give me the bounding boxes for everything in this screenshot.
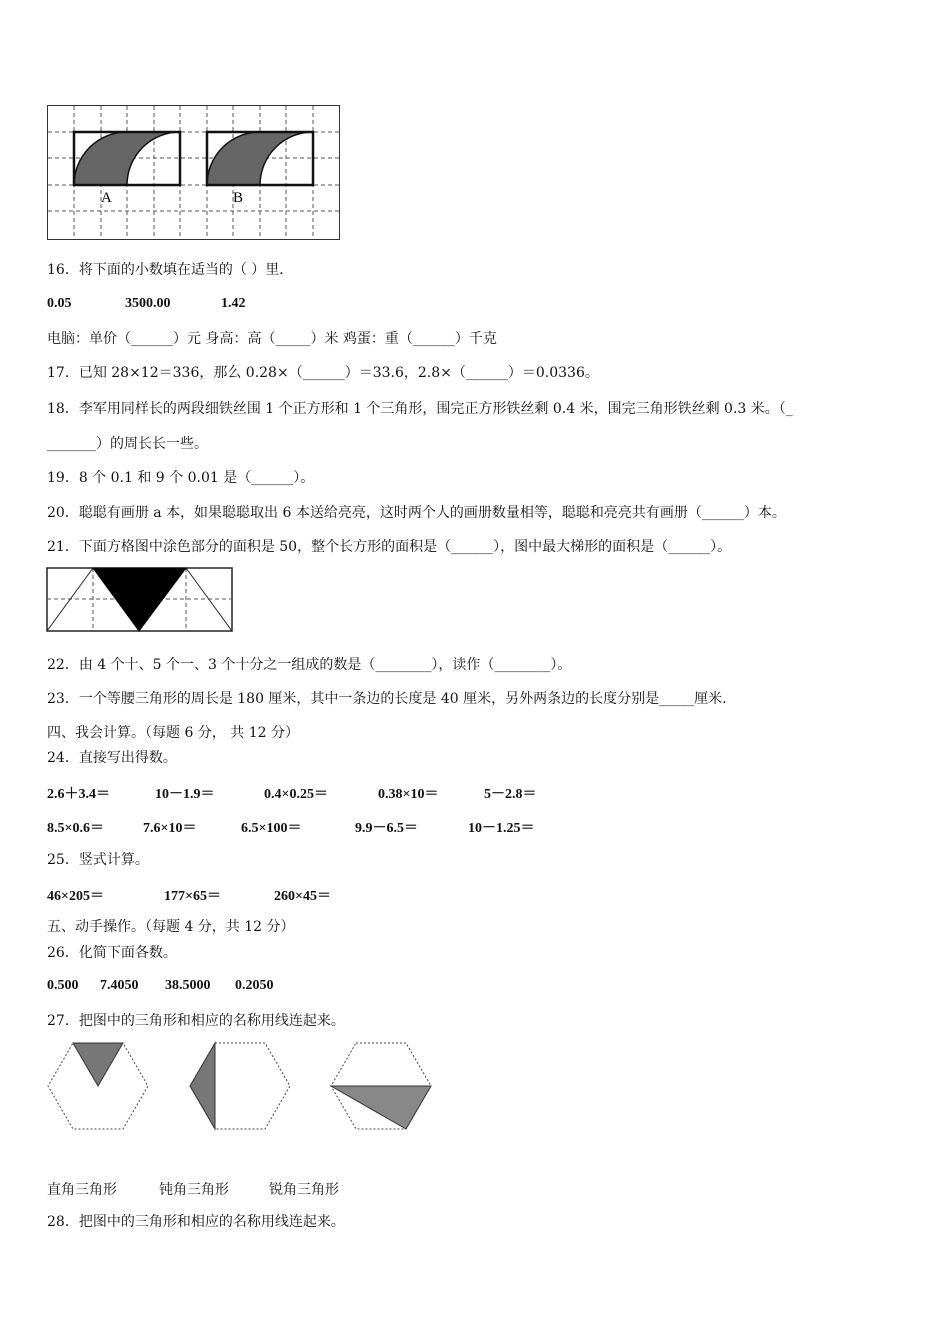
q21-text: 21．下面方格图中涂色部分的面积是 50，整个长方形的面积是（______），图中最大梯形的面积是（______）。 xyxy=(47,539,732,555)
q26-number: 0.2050 xyxy=(235,978,274,993)
q23-text: 23．一个等腰三角形的周长是 180 厘米，其中一条边的长度是 40 厘米，另外两条边的长度分别是_____厘米. xyxy=(47,691,727,707)
q27-hexagon-3 xyxy=(330,1041,434,1131)
q25-row xyxy=(47,885,331,905)
q24-item: 10－1.25＝ xyxy=(468,821,535,836)
section5-heading: 五、动手操作。（每题 4 分，共 12 分） xyxy=(47,919,295,935)
q25-item: 177×65＝ xyxy=(164,889,221,904)
q27-name: 直角三角形 xyxy=(47,1182,117,1198)
q20-text: 20．聪聪有画册 a 本，如果聪聪取出 6 本送给亮亮，这时两个人的画册数量相等，聪聪和亮亮共有画册（______）本。 xyxy=(47,505,786,521)
q27-names xyxy=(47,1179,339,1199)
q26-numbers xyxy=(47,978,274,994)
q24-item: 2.6＋3.4＝ xyxy=(47,787,110,802)
q24-item: 7.6×10＝ xyxy=(143,821,197,836)
q18-line2: _______）的周长长一些。 xyxy=(47,436,208,452)
q25-stem: 25．竖式计算。 xyxy=(47,852,149,868)
q19-text: 19．8 个 0.1 和 9 个 0.01 是（______）。 xyxy=(47,470,315,486)
q16-stem: 16．将下面的小数填在适当的（ ）里． xyxy=(47,262,294,278)
q16-fill-line: 电脑：单价（______）元 身高：高（_____）米 鸡蛋：重（______）千克 xyxy=(47,331,497,347)
q27-stem: 27．把图中的三角形和相应的名称用线连起来。 xyxy=(47,1013,345,1029)
q26-number: 38.5000 xyxy=(165,978,211,993)
fig15-label-b: B xyxy=(233,190,244,206)
q16-number: 3500.00 xyxy=(125,296,171,311)
q27-name: 钝角三角形 xyxy=(159,1182,229,1198)
q21-grid-figure xyxy=(46,567,234,633)
q17-text: 17．已知 28×12＝336，那么 0.28×（______）＝33.6，2.8×（______）＝0.0336。 xyxy=(47,365,599,381)
q24-stem: 24．直接写出得数。 xyxy=(47,750,177,766)
section4-heading: 四、我会计算。（每题 6 分， 共 12 分） xyxy=(47,725,299,741)
q27-name: 锐角三角形 xyxy=(269,1182,339,1198)
fig15-grid-figure xyxy=(47,105,343,241)
q24-item: 5－2.8＝ xyxy=(484,787,537,802)
q28-text: 28．把图中的三角形和相应的名称用线连起来。 xyxy=(47,1214,345,1230)
fig15-label-a: A xyxy=(101,190,112,206)
q24-item: 0.4×0.25＝ xyxy=(264,787,328,802)
q25-item: 260×45＝ xyxy=(274,889,331,904)
q16-number: 1.42 xyxy=(221,296,246,311)
q24-item: 8.5×0.6＝ xyxy=(47,821,104,836)
q24-row1 xyxy=(47,783,537,803)
q16-numbers xyxy=(47,296,246,312)
q24-item: 6.5×100＝ xyxy=(241,821,302,836)
q18-line1: 18．李军用同样长的两段细铁丝围 1 个正方形和 1 个三角形，围完正方形铁丝剩 0.4 米，围完三角形铁丝剩 0.3 米。（_ xyxy=(47,401,793,417)
q26-stem: 26．化简下面各数。 xyxy=(47,945,177,961)
q24-row2 xyxy=(47,817,535,837)
q25-item: 46×205＝ xyxy=(47,889,104,904)
q26-number: 7.4050 xyxy=(100,978,139,993)
q24-item: 10－1.9＝ xyxy=(155,787,215,802)
q24-item: 0.38×10＝ xyxy=(378,787,439,802)
q24-item: 9.9－6.5＝ xyxy=(355,821,418,836)
q16-number: 0.05 xyxy=(47,296,72,311)
q22-text: 22．由 4 个十、5 个一、3 个十分之一组成的数是（________），读作（________）。 xyxy=(47,657,572,673)
q27-hexagon-1 xyxy=(47,1041,151,1131)
q26-number: 0.500 xyxy=(47,978,79,993)
q27-hexagon-2 xyxy=(189,1041,293,1131)
